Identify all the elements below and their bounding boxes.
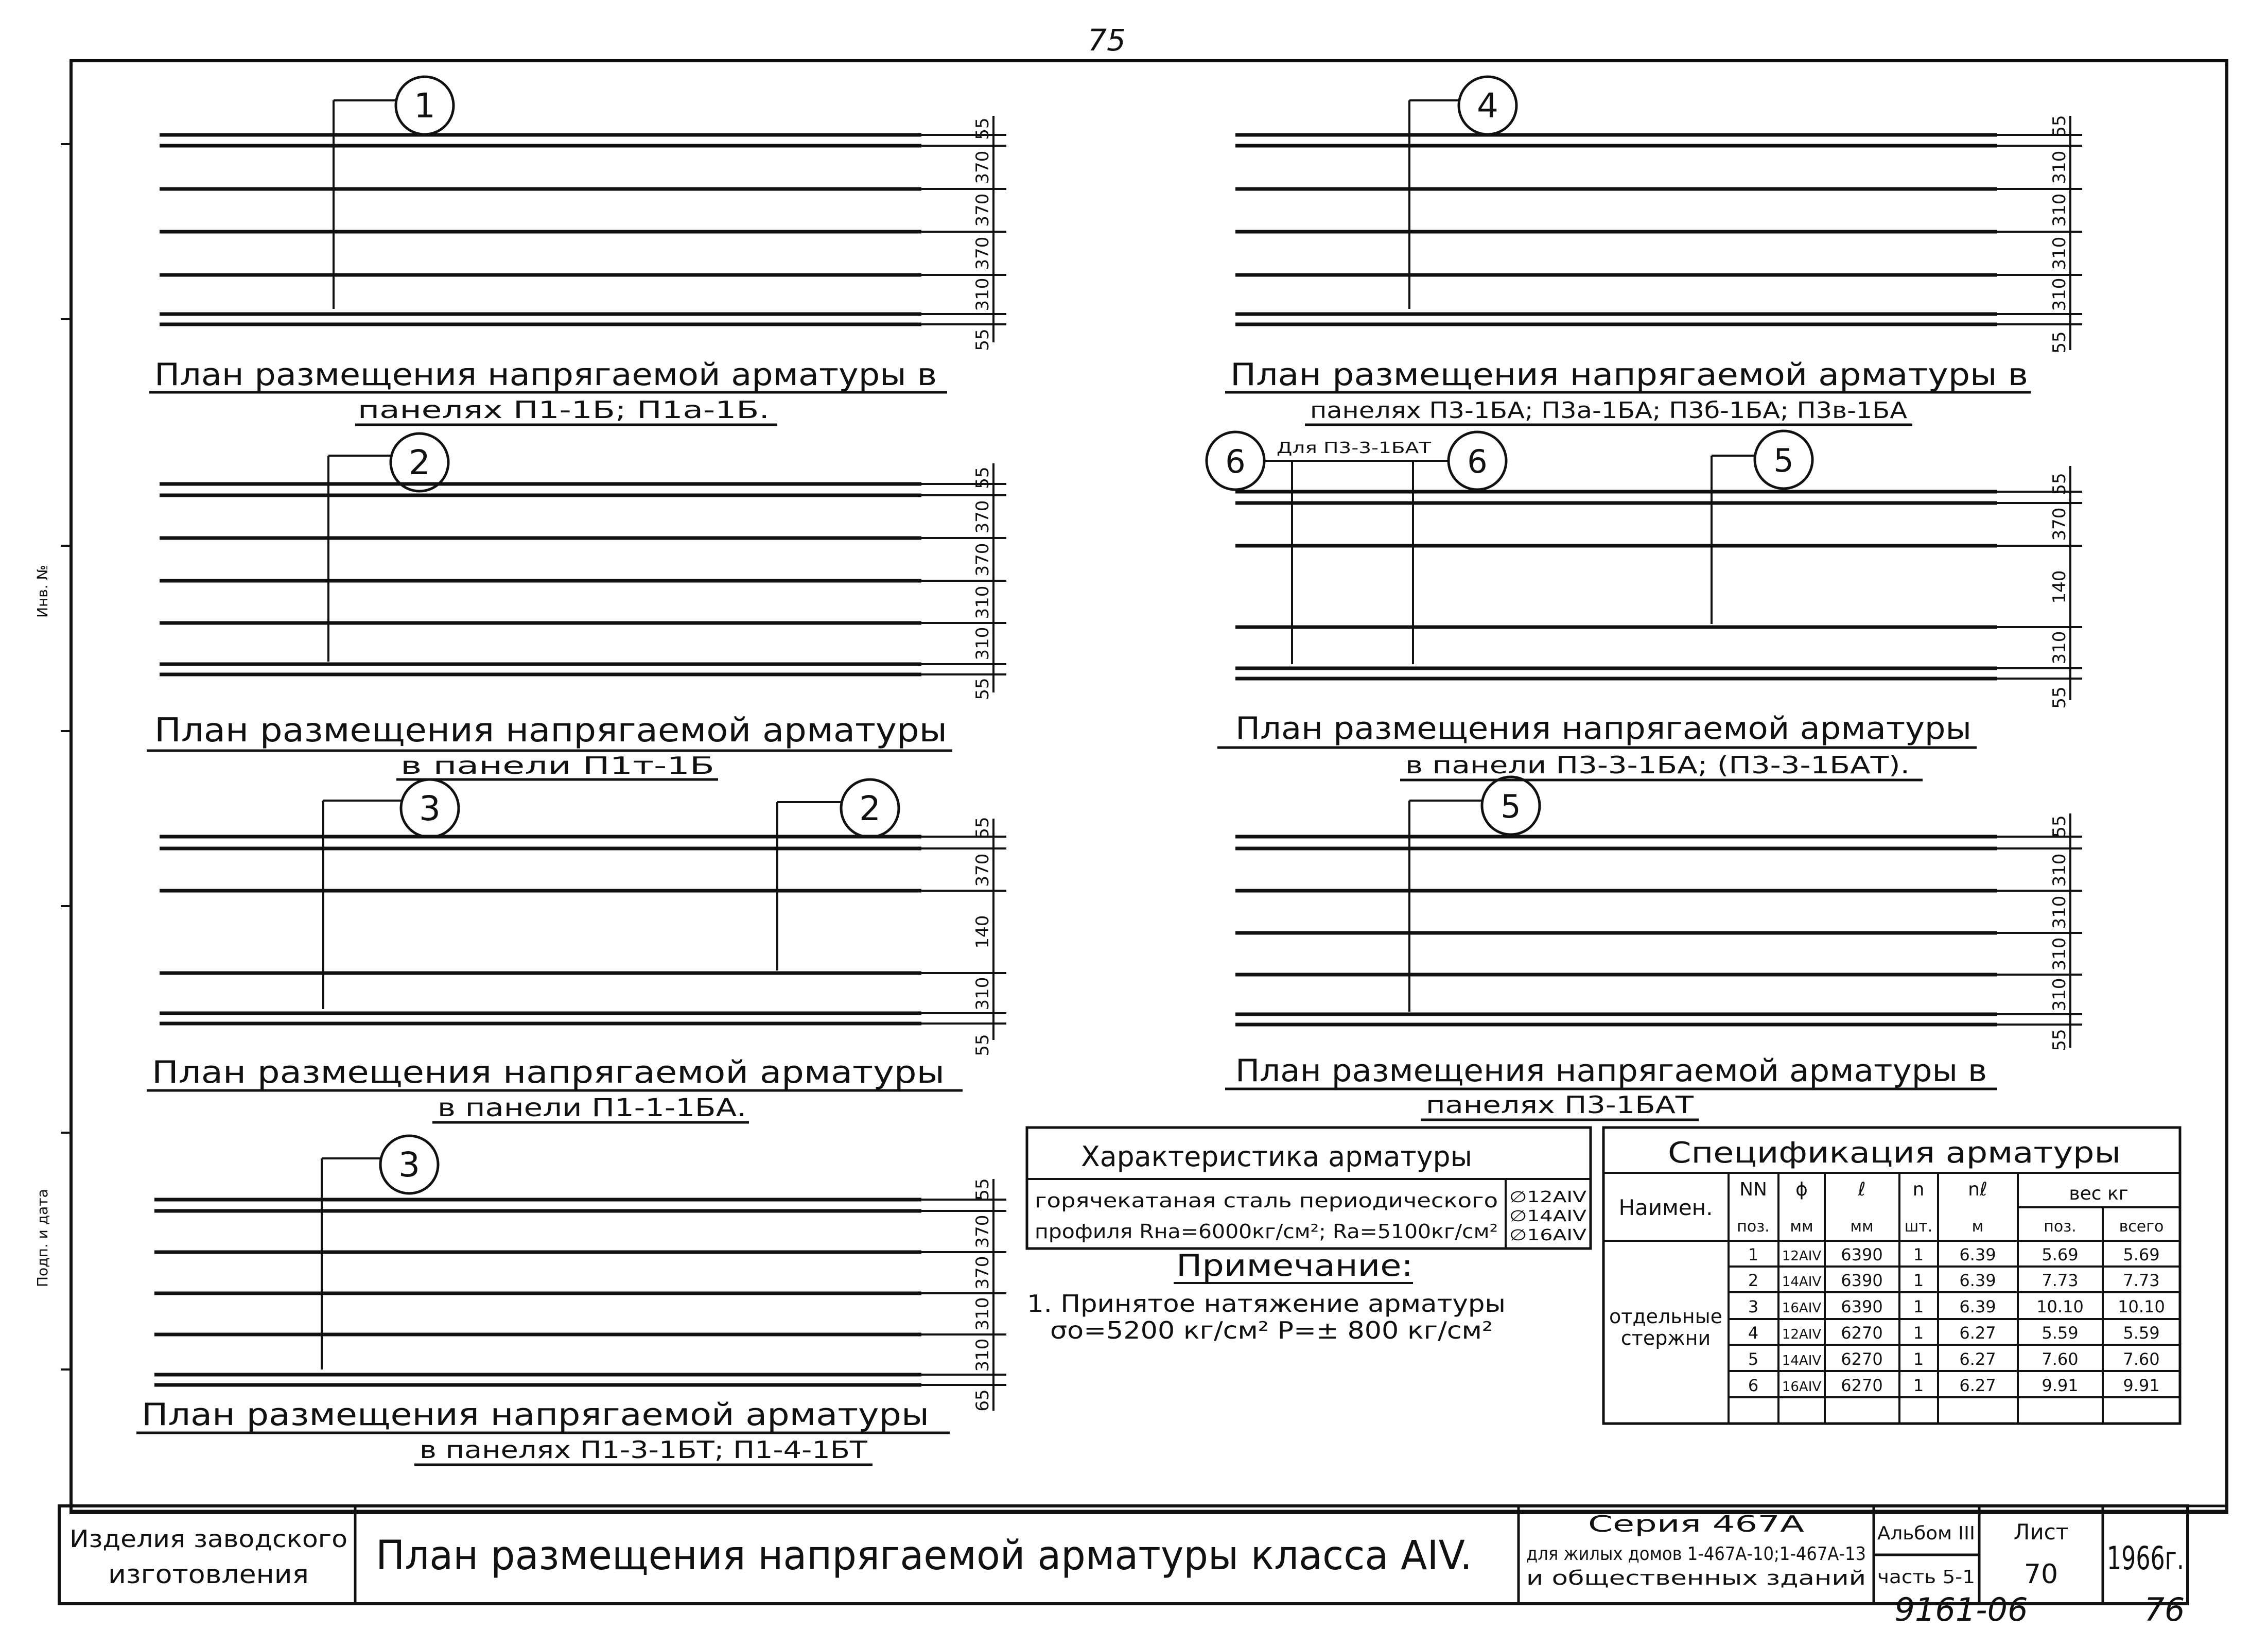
note-line2: σo=5200 кг/см² P=± 800 кг/см² bbox=[1050, 1316, 1493, 1344]
dim-6-0: 55 bbox=[2049, 473, 2070, 495]
panel-4-subtitle: в панелях П1-3-1БТ; П1-4-1БТ bbox=[420, 1436, 868, 1464]
spec-head-weight: вес кг bbox=[2069, 1183, 2129, 1204]
footer-page: 76 bbox=[2144, 1591, 2185, 1628]
panel-6-subtitle: в панели П3-3-1БА; (П3-3-1БАТ). bbox=[1405, 751, 1910, 779]
spec-head-diam: ϕ bbox=[1795, 1179, 1808, 1200]
characteristics-diam-1: ∅12AIV bbox=[1509, 1188, 1587, 1206]
dim-7-1: 310 bbox=[2049, 853, 2070, 887]
dim-5-2: 310 bbox=[2049, 193, 2070, 227]
spec-cell: 6.27 bbox=[1959, 1323, 1996, 1343]
dim-4-4: 310 bbox=[972, 1338, 993, 1372]
spec-cell: 1 bbox=[1913, 1245, 1924, 1264]
dim-6-1: 370 bbox=[2049, 507, 2070, 541]
spec-cell: 1 bbox=[1913, 1297, 1924, 1316]
spec-head-len: ℓ bbox=[1858, 1179, 1866, 1200]
marker-6c-label: 5 bbox=[1773, 442, 1794, 479]
dim-1-4: 310 bbox=[972, 278, 993, 311]
panel-3-title: План размещения напрягаемой арматуры bbox=[152, 1054, 945, 1090]
spec-cell: 1 bbox=[1748, 1245, 1759, 1264]
spec-cell: 6.39 bbox=[1959, 1297, 1996, 1316]
marker-5-label: 4 bbox=[1477, 86, 1498, 126]
spec-cell: 6390 bbox=[1841, 1245, 1883, 1264]
title-block-left2: изготовления bbox=[108, 1559, 309, 1589]
dim-5-4: 310 bbox=[2049, 278, 2070, 311]
title-block-series2: для жилых домов 1-467А-10;1-467А-13 bbox=[1526, 1544, 1866, 1565]
spec-cell: 5.69 bbox=[2042, 1245, 2079, 1264]
spec-head-pos: NN bbox=[1739, 1179, 1767, 1200]
spec-head-nl: nℓ bbox=[1968, 1179, 1987, 1200]
panel-2-subtitle: в панели П1т-1Б bbox=[400, 752, 714, 779]
dim-1-0: 55 bbox=[972, 117, 993, 140]
title-block-sheet-label: Лист bbox=[2013, 1519, 2069, 1545]
spec-cell: 7.73 bbox=[2123, 1271, 2160, 1290]
dim-5-5: 55 bbox=[2049, 331, 2070, 354]
panel-6-title: План размещения напрягаемой арматуры bbox=[1235, 710, 1972, 747]
spec-cell: 10.10 bbox=[2118, 1297, 2165, 1316]
note-block bbox=[1027, 1248, 1506, 1344]
title-block-part: часть 5-1 bbox=[1877, 1567, 1975, 1588]
title-block-series3: и общественных зданий bbox=[1526, 1567, 1866, 1589]
spec-head-w-pos: поз. bbox=[2044, 1218, 2077, 1236]
spec-cell: 1 bbox=[1913, 1271, 1924, 1290]
characteristics-diam-3: ∅16AIV bbox=[1509, 1226, 1587, 1244]
table-row bbox=[1748, 1349, 2160, 1369]
spec-cell: 6 bbox=[1748, 1376, 1759, 1395]
dim-1-1: 370 bbox=[972, 150, 993, 184]
dim-4-3: 310 bbox=[972, 1297, 993, 1331]
dim-1-5: 55 bbox=[972, 328, 993, 351]
dim-5-0: 55 bbox=[2049, 115, 2070, 137]
panel-7-title: План размещения напрягаемой арматуры в bbox=[1235, 1053, 1987, 1089]
spec-group-line2: стержни bbox=[1620, 1327, 1711, 1349]
title-block bbox=[59, 1506, 2227, 1604]
panel-7-subtitle: панелях П3-1БАТ bbox=[1426, 1091, 1695, 1119]
dim-7-3: 310 bbox=[2049, 937, 2070, 971]
dim-4-0: 55 bbox=[972, 1178, 993, 1201]
dim-6-3: 310 bbox=[2049, 631, 2070, 665]
spec-head-pos2: поз. bbox=[1737, 1218, 1770, 1236]
marker-3b-label: 2 bbox=[859, 789, 881, 828]
spec-head-n: n bbox=[1912, 1179, 1925, 1200]
table-row bbox=[1748, 1271, 2160, 1290]
panel-4 bbox=[136, 1136, 1006, 1465]
dim-2-4: 310 bbox=[972, 627, 993, 661]
dim-6-4: 55 bbox=[2049, 686, 2070, 709]
spec-cell: 9.91 bbox=[2042, 1376, 2079, 1395]
characteristics-box bbox=[1027, 1128, 1591, 1248]
dim-7-0: 55 bbox=[2049, 815, 2070, 838]
page-number-top: 75 bbox=[1088, 23, 1126, 58]
spec-cell: 3 bbox=[1748, 1297, 1759, 1316]
spec-cell: 6.39 bbox=[1959, 1245, 1996, 1264]
dim-4-5: 65 bbox=[972, 1389, 993, 1412]
spec-cell: 12AIV bbox=[1782, 1248, 1822, 1264]
margin-note-1: Инв. № bbox=[34, 565, 51, 618]
spec-head-diam2: мм bbox=[1790, 1218, 1813, 1236]
note-line1: 1. Принятое натяжение арматуры bbox=[1027, 1290, 1506, 1317]
table-row bbox=[1748, 1323, 2160, 1343]
title-block-year: 1966г. bbox=[2107, 1539, 2184, 1577]
dim-5-3: 310 bbox=[2049, 236, 2070, 270]
panel-4-title: План размещения напрягаемой арматуры bbox=[142, 1397, 929, 1433]
spec-cell: 2 bbox=[1748, 1271, 1759, 1290]
marker-1-label: 1 bbox=[414, 86, 435, 126]
panel-6-note: Для П3-3-1БАТ bbox=[1277, 439, 1432, 457]
spec-cell: 14AIV bbox=[1782, 1353, 1822, 1368]
spec-cell: 12AIV bbox=[1782, 1327, 1822, 1342]
margin-note-2: Подп. и дата bbox=[34, 1189, 51, 1287]
spec-head-n2: шт. bbox=[1904, 1218, 1933, 1236]
spec-head-len2: мм bbox=[1850, 1218, 1874, 1236]
panel-3-subtitle: в панели П1-1-1БА. bbox=[438, 1094, 746, 1122]
marker-6b-label: 6 bbox=[1467, 443, 1488, 480]
marker-4-label: 3 bbox=[398, 1145, 420, 1185]
dim-2-3: 310 bbox=[972, 585, 993, 619]
spec-cell: 6390 bbox=[1841, 1297, 1883, 1316]
dim-6-2: 140 bbox=[2049, 570, 2070, 604]
title-block-left1: Изделия заводского bbox=[69, 1525, 347, 1553]
table-row bbox=[1748, 1245, 2160, 1264]
panel-3 bbox=[147, 779, 1006, 1122]
dim-7-2: 310 bbox=[2049, 895, 2070, 929]
spec-cell: 6390 bbox=[1841, 1271, 1883, 1290]
spec-cell: 5.59 bbox=[2123, 1323, 2160, 1343]
dim-5-1: 310 bbox=[2049, 150, 2070, 184]
panel-1 bbox=[149, 77, 1006, 425]
spec-cell: 7.60 bbox=[2123, 1349, 2160, 1369]
characteristics-title: Характеристика арматуры bbox=[1081, 1140, 1472, 1173]
spec-cell: 6270 bbox=[1841, 1349, 1883, 1369]
spec-cell: 1 bbox=[1913, 1349, 1924, 1369]
spec-cell: 1 bbox=[1913, 1376, 1924, 1395]
spec-cell: 6.39 bbox=[1959, 1271, 1996, 1290]
panel-1-title: План размещения напрягаемой арматуры в bbox=[154, 357, 937, 393]
spec-cell: 6270 bbox=[1841, 1323, 1883, 1343]
spec-cell: 6270 bbox=[1841, 1376, 1883, 1395]
spec-head-w-total: всего bbox=[2119, 1218, 2164, 1236]
spec-cell: 16AIV bbox=[1782, 1379, 1822, 1395]
dim-3-2: 140 bbox=[972, 915, 993, 949]
dim-4-1: 370 bbox=[972, 1215, 993, 1248]
panel-6 bbox=[1207, 431, 2082, 780]
marker-2-label: 2 bbox=[409, 443, 430, 482]
spec-head-nl2: м bbox=[1972, 1218, 1984, 1236]
spec-cell: 10.10 bbox=[2036, 1297, 2084, 1316]
spec-cell: 7.60 bbox=[2042, 1349, 2079, 1369]
characteristics-line1: горячекатаная сталь периодического bbox=[1035, 1189, 1498, 1212]
title-block-main: План размещения напрягаемой арматуры класса AIV. bbox=[376, 1533, 1472, 1579]
spec-cell: 6.27 bbox=[1959, 1349, 1996, 1369]
dim-2-1: 370 bbox=[972, 500, 993, 534]
title-block-album: Альбом III bbox=[1877, 1523, 1975, 1544]
dim-1-3: 370 bbox=[972, 236, 993, 270]
spec-group-line1: отдельные bbox=[1609, 1305, 1722, 1328]
table-row bbox=[1748, 1376, 2160, 1395]
spec-cell: 7.73 bbox=[2042, 1271, 2079, 1290]
spec-title: Спецификация арматуры bbox=[1668, 1136, 2121, 1170]
dim-3-0: 55 bbox=[972, 817, 993, 839]
panel-5-subtitle: панелях П3-1БА; П3а-1БА; П3б-1БА; П3в-1БА bbox=[1310, 397, 1907, 424]
dim-7-5: 55 bbox=[2049, 1029, 2070, 1051]
characteristics-diam-2: ∅14AIV bbox=[1509, 1207, 1587, 1225]
spec-cell: 1 bbox=[1913, 1323, 1924, 1343]
specification-table bbox=[1603, 1128, 2180, 1424]
panel-2 bbox=[147, 433, 1006, 779]
dim-7-4: 310 bbox=[2049, 978, 2070, 1012]
panel-5-title: План размещения напрягаемой арматуры в bbox=[1230, 357, 2028, 393]
spec-cell: 5 bbox=[1748, 1349, 1759, 1369]
marker-6a-label: 6 bbox=[1225, 443, 1246, 480]
title-block-series1: Серия 467А bbox=[1588, 1511, 1804, 1537]
spec-cell: 9.91 bbox=[2123, 1376, 2160, 1395]
spec-cell: 5.69 bbox=[2123, 1245, 2160, 1264]
spec-head-name: Наимен. bbox=[1618, 1195, 1713, 1220]
marker-7-label: 5 bbox=[1501, 788, 1521, 825]
spec-cell: 16AIV bbox=[1782, 1300, 1822, 1316]
dim-3-3: 310 bbox=[972, 977, 993, 1011]
panel-1-subtitle: панелях П1-1Б; П1а-1Б. bbox=[358, 396, 770, 424]
dim-2-2: 370 bbox=[972, 543, 993, 577]
dim-3-1: 370 bbox=[972, 853, 993, 887]
spec-cell: 14AIV bbox=[1782, 1274, 1822, 1290]
footer-code: 9161-06 bbox=[1894, 1591, 2028, 1628]
panel-5 bbox=[1225, 77, 2082, 425]
note-title: Примечание: bbox=[1176, 1248, 1413, 1283]
panel-2-title: План размещения напрягаемой арматуры bbox=[154, 712, 947, 750]
title-block-sheet-number: 70 bbox=[2023, 1559, 2058, 1590]
panel-7 bbox=[1225, 777, 2082, 1120]
dim-1-2: 370 bbox=[972, 193, 993, 227]
characteristics-line2: профиля Rнa=6000кг/см²; Ra=5100кг/см² bbox=[1035, 1220, 1498, 1243]
spec-cell: 5.59 bbox=[2042, 1323, 2079, 1343]
dim-3-4: 55 bbox=[972, 1034, 993, 1056]
dim-2-0: 55 bbox=[972, 466, 993, 489]
dim-4-2: 370 bbox=[972, 1256, 993, 1290]
spec-cell: 6.27 bbox=[1959, 1376, 1996, 1395]
dim-2-5: 55 bbox=[972, 678, 993, 700]
marker-3a-label: 3 bbox=[419, 789, 441, 828]
spec-cell: 4 bbox=[1748, 1323, 1759, 1343]
